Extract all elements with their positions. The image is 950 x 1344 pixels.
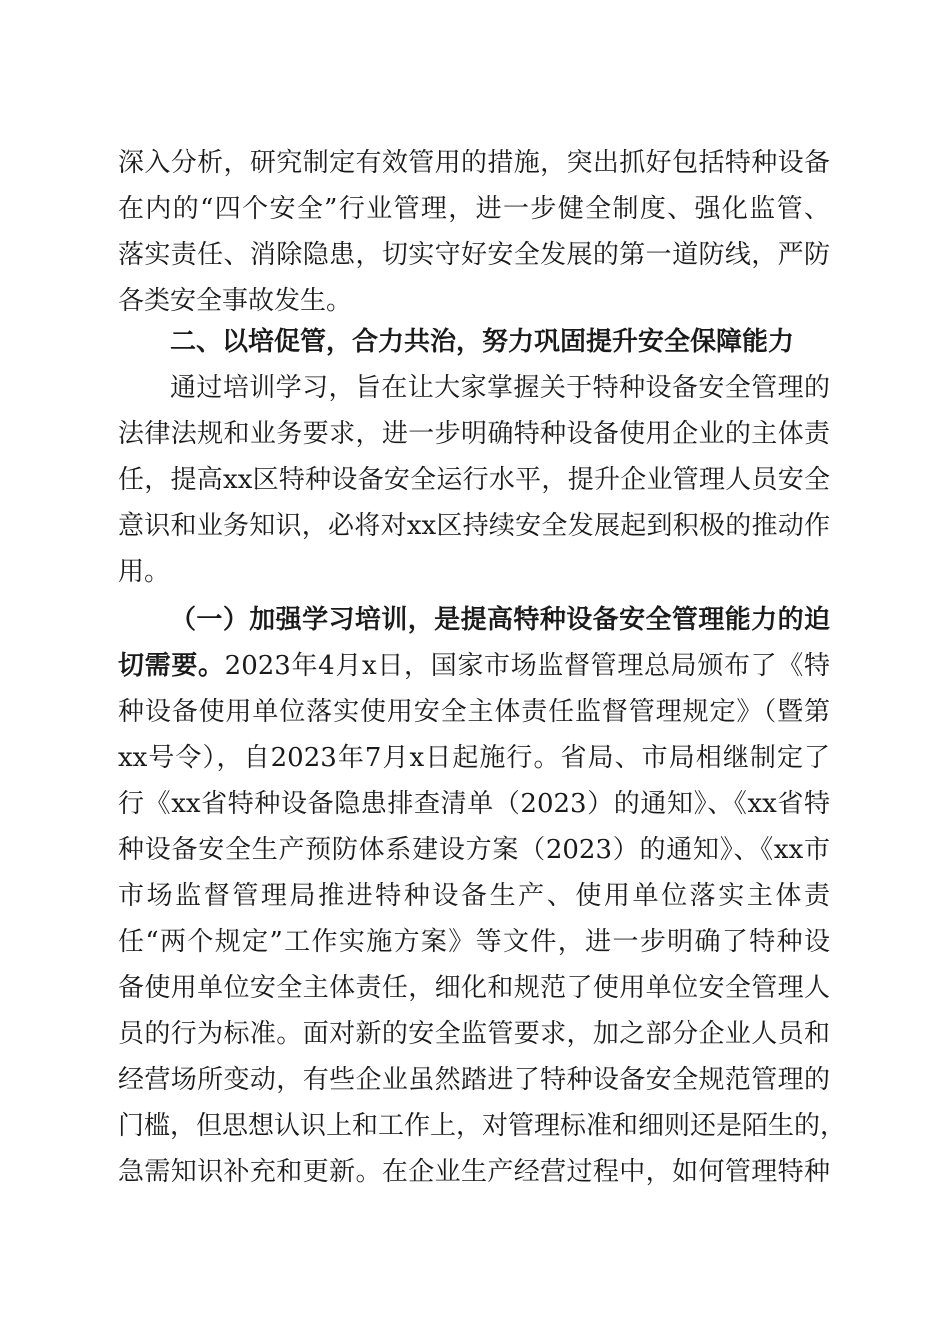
paragraph-3-line-7: 市场监督管理局推进特种设备生产、使用单位落实主体责 xyxy=(118,881,830,911)
paragraph-2-line-1: 通过培训学习，旨在让大家掌握关于特种设备安全管理的 xyxy=(170,373,830,403)
paragraph-1-line-4: 各类安全事故发生。 xyxy=(118,286,353,316)
paragraph-1-line-3: 落实责任、消除隐患，切实守好安全发展的第一道防线，严防 xyxy=(118,240,830,270)
paragraph-3-bold-line-1: （一）加强学习培训，是提高特种设备安全管理能力的迫 xyxy=(170,605,830,635)
paragraph-3-line-5: 行《xx省特种设备隐患排查清单（2023）的通知》、《xx省特 xyxy=(118,789,830,819)
paragraph-3-line-9: 备使用单位安全主体责任，细化和规范了使用单位安全管理人 xyxy=(118,973,830,1003)
paragraph-2-line-5: 用。 xyxy=(118,557,171,587)
paragraph-3-bold-prefix: 切需要。 xyxy=(118,651,225,681)
paragraph-3-line-2-rest: 2023年4月x日，国家市场监督管理总局颁布了《特 xyxy=(224,651,830,681)
paragraph-3-line-11: 经营场所变动，有些企业虽然踏进了特种设备安全规范管理的 xyxy=(118,1065,830,1095)
paragraph-2-line-3: 任，提高xx区特种设备安全运行水平，提升企业管理人员安全 xyxy=(118,465,830,495)
paragraph-2-line-4: 意识和业务知识，必将对xx区持续安全发展起到积极的推动作 xyxy=(118,511,830,541)
paragraph-3-line-10: 员的行为标准。面对新的安全监管要求，加之部分企业人员和 xyxy=(118,1019,830,1049)
paragraph-3-line-3: 种设备使用单位落实使用安全主体责任监督管理规定》（暨第 xyxy=(118,697,830,727)
paragraph-3-line-6: 种设备安全生产预防体系建设方案（2023）的通知》、《xx市 xyxy=(118,835,830,865)
paragraph-3-line-2 xyxy=(118,646,830,686)
paragraph-3-line-4: xx号令），自2023年7月x日起施行。省局、市局相继制定了 xyxy=(118,743,830,773)
paragraph-3-line-8: 任“两个规定”工作实施方案》等文件，进一步明确了特种设 xyxy=(118,927,830,957)
paragraph-1-line-1: 深入分析，研究制定有效管用的措施，突出抓好包括特种设备 xyxy=(118,148,830,178)
section-heading: 二、以培促管，合力共治，努力巩固提升安全保障能力 xyxy=(170,327,795,357)
paragraph-3-line-13: 急需知识补充和更新。在企业生产经营过程中，如何管理特种 xyxy=(118,1157,830,1187)
paragraph-1-line-2: 在内的“四个安全”行业管理，进一步健全制度、强化监管、 xyxy=(118,194,830,224)
paragraph-3-line-12: 门槛，但思想认识上和工作上，对管理标准和细则还是陌生的， xyxy=(118,1111,847,1141)
paragraph-2-line-2: 法律法规和业务要求，进一步明确特种设备使用企业的主体责 xyxy=(118,419,830,449)
